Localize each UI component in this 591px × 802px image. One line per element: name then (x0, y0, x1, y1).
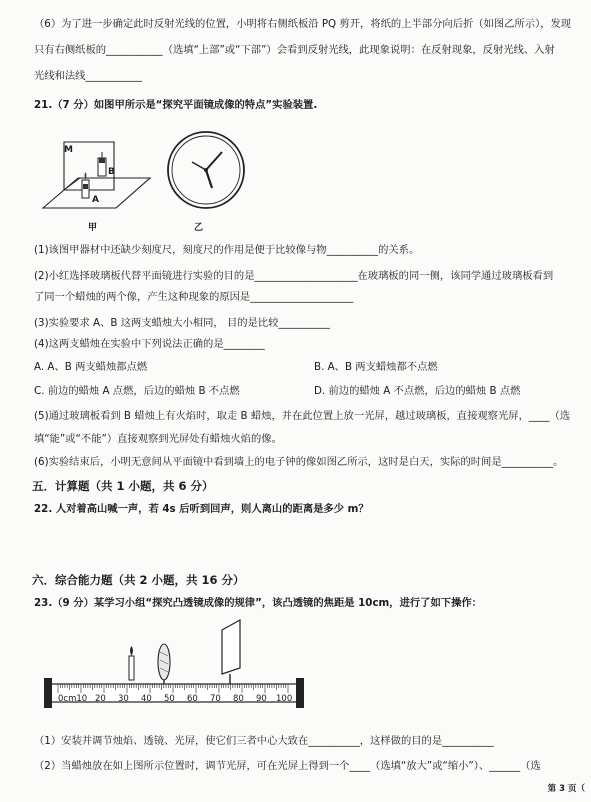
fig-caption-jia: 甲 (88, 223, 98, 233)
q20-6-line1: （6）为了进一步确定此时反射光线的位置，小明将右侧纸板沿 PQ 剪开，将纸的上半部分向后折（如图乙所示），发现 (34, 18, 572, 30)
q21-4: (4)这两支蜡烛在实验中下列说法正确的是________ (34, 338, 265, 350)
ruler-label: 80 (233, 694, 244, 704)
q23-1: （1）安装并调节烛焰、透镜、光屏，使它们三者中心大致在__________，这样做的目的是__________ (34, 735, 494, 747)
ruler-label: 40 (141, 694, 152, 704)
q21-5a: (5)通过玻璃板看到 B 蜡烛上有火焰时，取走 B 蜡烛，并在此位置上放一光屏，越过玻璃板，直接观察光屏，____（选 (34, 410, 571, 422)
q21-4-option-b: B. A、B 两支蜡烛都不点燃 (314, 361, 438, 373)
q20-6-line3: 光线和法线___________ (34, 70, 143, 82)
ruler-label: 20 (95, 694, 106, 704)
section-5-title: 五．计算题（共 1 小题，共 6 分） (32, 479, 214, 493)
fig-label-m: M (64, 145, 73, 155)
ruler-label: 50 (164, 694, 175, 704)
q21-title: 21.（7 分）如图甲所示是“探究平面镜成像的特点”实验装置. (34, 99, 318, 111)
q20-6-line2: 只有右侧纸板的___________（选填“上部”或“下部”）会看到反射光线，此现象说明：在反射现象，反射光线、入射 (34, 44, 555, 56)
ruler-label: 70 (210, 694, 221, 704)
fig-label-a: A (92, 195, 99, 205)
ruler-label: 100 (276, 694, 293, 704)
q21-2a: (2)小红选择玻璃板代替平面镜进行实验的目的是____________________在玻璃板的同一侧，该同学通过玻璃板看到 (34, 270, 554, 282)
q23-2: （2）当蜡烛放在如上图所示位置时，调节光屏，可在光屏上得到一个____（选填“放大”或“缩小”）、______（选 (34, 760, 541, 772)
q22: 22. 人对着高山喊一声，若 4s 后听到回声，则人离山的距离是多少 m？ (34, 503, 369, 515)
q21-4-option-a: A. A、B 两支蜡烛都点燃 (34, 361, 148, 373)
ruler-label: 30 (118, 694, 129, 704)
q23-title: 23.（9 分）某学习小组“探究凸透镜成像的规律”，该凸透镜的焦距是 10cm，进行了如下操作： (34, 597, 482, 609)
figure-jia-mirror-apparatus (38, 132, 158, 218)
ruler-label: 60 (187, 694, 198, 704)
q21-3: (3)实验要求 A、B 这两支蜡烛大小相同， 目的是比较__________ (34, 317, 330, 329)
figure-yi-clock (164, 128, 248, 212)
ruler-labels (58, 694, 298, 706)
q21-1: (1)该图甲器材中还缺少刻度尺，刻度尺的作用是便于比较像与物__________的关系。 (34, 244, 420, 256)
ruler-label: 90 (256, 694, 267, 704)
q21-4-option-c: C. 前边的蜡烛 A 点燃，后边的蜡烛 B 不点燃 (34, 385, 240, 397)
page-number: 第 3 页（ (547, 784, 585, 794)
q21-2b: 了同一个蜡烛的两个像，产生这种现象的原因是____________________ (34, 291, 354, 303)
ruler-label: 0cm10 (58, 694, 88, 704)
fig-caption-yi: 乙 (194, 223, 204, 233)
section-6-title: 六．综合能力题（共 2 小题，共 16 分） (32, 573, 245, 587)
fig-label-b: B (108, 167, 115, 177)
q21-6: (6)实验结束后，小明无意间从平面镜中看到墙上的电子钟的像如图乙所示，这时是白天，实际的时间是__________。 (34, 456, 564, 468)
q21-5b: 填“能”或“不能”）直接观察到光屏处有蜡烛火焰的像。 (34, 433, 282, 445)
q21-4-option-d: D. 前边的蜡烛 A 不点燃，后边的蜡烛 B 点燃 (314, 385, 521, 397)
